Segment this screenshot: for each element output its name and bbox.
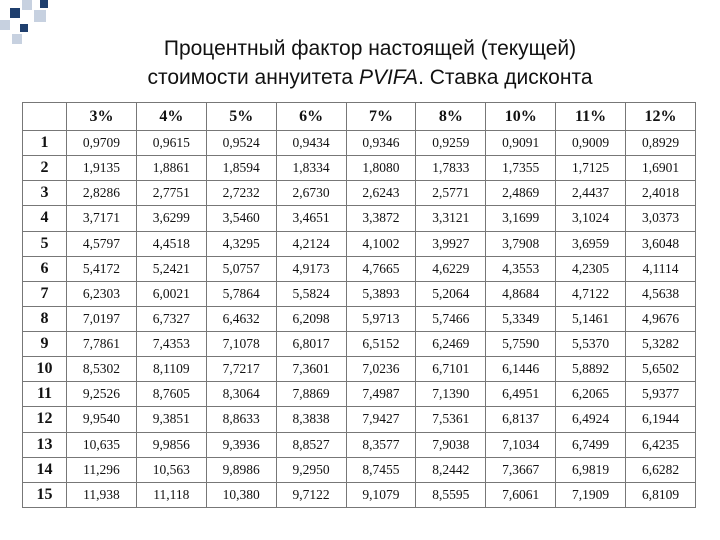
header-rate-cell: 10%: [486, 103, 556, 131]
period-cell: 8: [23, 306, 67, 331]
period-cell: 15: [23, 482, 67, 507]
factor-value-cell: 9,2526: [67, 382, 137, 407]
factor-value-cell: 5,7466: [416, 306, 486, 331]
factor-value-cell: 3,5460: [206, 206, 276, 231]
factor-value-cell: 0,8929: [626, 131, 696, 156]
factor-value-cell: 0,9091: [486, 131, 556, 156]
factor-value-cell: 1,7833: [416, 156, 486, 181]
factor-value-cell: 4,3295: [206, 231, 276, 256]
table-row: [23, 256, 696, 281]
factor-value-cell: 3,4651: [276, 206, 346, 231]
header-rate-cell: 6%: [276, 103, 346, 131]
title-line-2-suffix: . Ставка дисконта: [418, 66, 593, 89]
pvifa-table: [22, 102, 696, 508]
factor-value-cell: 11,938: [67, 482, 137, 507]
factor-value-cell: 4,6229: [416, 256, 486, 281]
factor-value-cell: 7,7861: [67, 332, 137, 357]
factor-value-cell: 6,4632: [206, 306, 276, 331]
factor-value-cell: 9,3851: [136, 407, 206, 432]
factor-value-cell: 3,1024: [556, 206, 626, 231]
factor-value-cell: 4,4518: [136, 231, 206, 256]
factor-value-cell: 4,3553: [486, 256, 556, 281]
factor-value-cell: 6,6282: [626, 457, 696, 482]
factor-value-cell: 7,3667: [486, 457, 556, 482]
factor-value-cell: 2,7751: [136, 181, 206, 206]
factor-value-cell: 3,3872: [346, 206, 416, 231]
factor-value-cell: 2,5771: [416, 181, 486, 206]
factor-value-cell: 5,3349: [486, 306, 556, 331]
factor-value-cell: 5,7590: [486, 332, 556, 357]
factor-value-cell: 3,9927: [416, 231, 486, 256]
factor-value-cell: 6,2469: [416, 332, 486, 357]
factor-value-cell: 7,0236: [346, 357, 416, 382]
factor-value-cell: 9,1079: [346, 482, 416, 507]
factor-value-cell: 7,0197: [67, 306, 137, 331]
factor-value-cell: 6,8109: [626, 482, 696, 507]
table-row: [23, 231, 696, 256]
period-cell: 9: [23, 332, 67, 357]
factor-value-cell: 7,4987: [346, 382, 416, 407]
factor-value-cell: 4,8684: [486, 281, 556, 306]
factor-value-cell: 2,6730: [276, 181, 346, 206]
table-row: [23, 482, 696, 507]
period-cell: 12: [23, 407, 67, 432]
factor-value-cell: 3,7908: [486, 231, 556, 256]
factor-value-cell: 5,8892: [556, 357, 626, 382]
factor-value-cell: 3,6299: [136, 206, 206, 231]
factor-value-cell: 5,9377: [626, 382, 696, 407]
factor-value-cell: 0,9009: [556, 131, 626, 156]
factor-value-cell: 6,8137: [486, 407, 556, 432]
factor-value-cell: 8,1109: [136, 357, 206, 382]
factor-value-cell: 4,2124: [276, 231, 346, 256]
factor-value-cell: 2,6243: [346, 181, 416, 206]
table-row: [23, 432, 696, 457]
factor-value-cell: 8,3838: [276, 407, 346, 432]
factor-value-cell: 6,1944: [626, 407, 696, 432]
factor-value-cell: 4,5797: [67, 231, 137, 256]
factor-value-cell: 2,7232: [206, 181, 276, 206]
header-corner: [23, 103, 67, 131]
factor-value-cell: 0,9434: [276, 131, 346, 156]
factor-value-cell: 4,1002: [346, 231, 416, 256]
factor-value-cell: 6,1446: [486, 357, 556, 382]
factor-value-cell: 6,4951: [486, 382, 556, 407]
factor-value-cell: 0,9709: [67, 131, 137, 156]
factor-value-cell: 3,6959: [556, 231, 626, 256]
period-cell: 7: [23, 281, 67, 306]
factor-value-cell: 6,4235: [626, 432, 696, 457]
title-line-2: [60, 63, 680, 92]
factor-value-cell: 9,8986: [206, 457, 276, 482]
factor-value-cell: 8,7605: [136, 382, 206, 407]
header-rate-cell: 3%: [67, 103, 137, 131]
table-row: [23, 156, 696, 181]
table-row: [23, 332, 696, 357]
factor-value-cell: 5,3893: [346, 281, 416, 306]
factor-value-cell: 7,9038: [416, 432, 486, 457]
table-row: [23, 181, 696, 206]
factor-value-cell: 8,8527: [276, 432, 346, 457]
factor-value-cell: 9,3936: [206, 432, 276, 457]
factor-value-cell: 6,2065: [556, 382, 626, 407]
title-line-2-prefix: стоимости аннуитета: [147, 66, 359, 89]
period-cell: 14: [23, 457, 67, 482]
factor-value-cell: 5,2421: [136, 256, 206, 281]
table-row: [23, 306, 696, 331]
factor-value-cell: 7,1390: [416, 382, 486, 407]
factor-value-cell: 8,8633: [206, 407, 276, 432]
factor-value-cell: 5,5370: [556, 332, 626, 357]
period-cell: 3: [23, 181, 67, 206]
deco-square-light-4: [12, 34, 22, 44]
factor-value-cell: 5,0757: [206, 256, 276, 281]
table-row: [23, 281, 696, 306]
factor-value-cell: 6,8017: [276, 332, 346, 357]
factor-value-cell: 1,8594: [206, 156, 276, 181]
period-cell: 4: [23, 206, 67, 231]
header-rate-cell: 7%: [346, 103, 416, 131]
factor-value-cell: 9,9856: [136, 432, 206, 457]
table-row: [23, 382, 696, 407]
factor-value-cell: 4,7665: [346, 256, 416, 281]
factor-value-cell: 8,7455: [346, 457, 416, 482]
factor-value-cell: 3,1699: [486, 206, 556, 231]
deco-square-light-3: [0, 20, 10, 30]
period-cell: 11: [23, 382, 67, 407]
deco-square-dark-2: [40, 0, 48, 8]
table-body: [23, 131, 696, 508]
factor-value-cell: 1,7355: [486, 156, 556, 181]
factor-value-cell: 8,3577: [346, 432, 416, 457]
factor-value-cell: 11,296: [67, 457, 137, 482]
deco-square-light-1: [22, 0, 32, 10]
factor-value-cell: 5,2064: [416, 281, 486, 306]
table-row: [23, 407, 696, 432]
factor-value-cell: 3,6048: [626, 231, 696, 256]
factor-value-cell: 7,1078: [206, 332, 276, 357]
factor-value-cell: 5,9713: [346, 306, 416, 331]
factor-value-cell: 4,9676: [626, 306, 696, 331]
header-rate-cell: 12%: [626, 103, 696, 131]
title-pvifa: PVIFA: [358, 66, 419, 89]
factor-value-cell: 8,5595: [416, 482, 486, 507]
factor-value-cell: 8,5302: [67, 357, 137, 382]
factor-value-cell: 10,380: [206, 482, 276, 507]
factor-value-cell: 1,8080: [346, 156, 416, 181]
factor-value-cell: 9,2950: [276, 457, 346, 482]
factor-value-cell: 1,7125: [556, 156, 626, 181]
period-cell: 10: [23, 357, 67, 382]
period-cell: 13: [23, 432, 67, 457]
factor-value-cell: 8,3064: [206, 382, 276, 407]
header-rate-cell: 4%: [136, 103, 206, 131]
factor-value-cell: 4,7122: [556, 281, 626, 306]
factor-value-cell: 6,2098: [276, 306, 346, 331]
header-rate-cell: 5%: [206, 103, 276, 131]
factor-value-cell: 5,6502: [626, 357, 696, 382]
factor-value-cell: 6,7101: [416, 357, 486, 382]
period-cell: 5: [23, 231, 67, 256]
period-cell: 1: [23, 131, 67, 156]
factor-value-cell: 9,9540: [67, 407, 137, 432]
slide-title: [60, 34, 680, 92]
factor-value-cell: 2,4869: [486, 181, 556, 206]
factor-value-cell: 7,6061: [486, 482, 556, 507]
factor-value-cell: 2,8286: [67, 181, 137, 206]
factor-value-cell: 7,1034: [486, 432, 556, 457]
factor-value-cell: 5,1461: [556, 306, 626, 331]
factor-value-cell: 6,9819: [556, 457, 626, 482]
factor-value-cell: 6,7327: [136, 306, 206, 331]
factor-value-cell: 4,1114: [626, 256, 696, 281]
factor-value-cell: 6,0021: [136, 281, 206, 306]
factor-value-cell: 11,118: [136, 482, 206, 507]
factor-value-cell: 5,5824: [276, 281, 346, 306]
factor-value-cell: 7,1909: [556, 482, 626, 507]
factor-value-cell: 6,7499: [556, 432, 626, 457]
factor-value-cell: 5,7864: [206, 281, 276, 306]
factor-value-cell: 0,9259: [416, 131, 486, 156]
table-row: [23, 206, 696, 231]
header-rate-cell: 8%: [416, 103, 486, 131]
factor-value-cell: 7,7217: [206, 357, 276, 382]
factor-value-cell: 1,6901: [626, 156, 696, 181]
factor-value-cell: 0,9346: [346, 131, 416, 156]
factor-value-cell: 5,3282: [626, 332, 696, 357]
title-line-1: Процентный фактор настоящей (текущей): [163, 37, 577, 60]
factor-value-cell: 8,2442: [416, 457, 486, 482]
factor-value-cell: 4,9173: [276, 256, 346, 281]
deco-square-light-2: [34, 10, 46, 22]
factor-value-cell: 7,5361: [416, 407, 486, 432]
factor-value-cell: 4,2305: [556, 256, 626, 281]
factor-value-cell: 7,9427: [346, 407, 416, 432]
factor-value-cell: 0,9524: [206, 131, 276, 156]
factor-value-cell: 3,0373: [626, 206, 696, 231]
factor-value-cell: 10,635: [67, 432, 137, 457]
factor-value-cell: 9,7122: [276, 482, 346, 507]
factor-value-cell: 2,4018: [626, 181, 696, 206]
table-row: [23, 131, 696, 156]
factor-value-cell: 4,5638: [626, 281, 696, 306]
table-row: [23, 357, 696, 382]
period-cell: 6: [23, 256, 67, 281]
header-rate-cell: 11%: [556, 103, 626, 131]
factor-value-cell: 1,9135: [67, 156, 137, 181]
factor-value-cell: 10,563: [136, 457, 206, 482]
period-cell: 2: [23, 156, 67, 181]
factor-value-cell: 7,8869: [276, 382, 346, 407]
deco-square-dark-1: [10, 8, 20, 18]
factor-value-cell: 2,4437: [556, 181, 626, 206]
factor-value-cell: 3,7171: [67, 206, 137, 231]
table-row: [23, 457, 696, 482]
factor-value-cell: 0,9615: [136, 131, 206, 156]
factor-value-cell: 6,4924: [556, 407, 626, 432]
factor-value-cell: 6,2303: [67, 281, 137, 306]
factor-value-cell: 6,5152: [346, 332, 416, 357]
factor-value-cell: 7,3601: [276, 357, 346, 382]
factor-value-cell: 5,4172: [67, 256, 137, 281]
header-row: [23, 103, 696, 131]
deco-square-dark-3: [20, 24, 28, 32]
factor-value-cell: 1,8334: [276, 156, 346, 181]
factor-value-cell: 1,8861: [136, 156, 206, 181]
factor-value-cell: 7,4353: [136, 332, 206, 357]
factor-value-cell: 3,3121: [416, 206, 486, 231]
